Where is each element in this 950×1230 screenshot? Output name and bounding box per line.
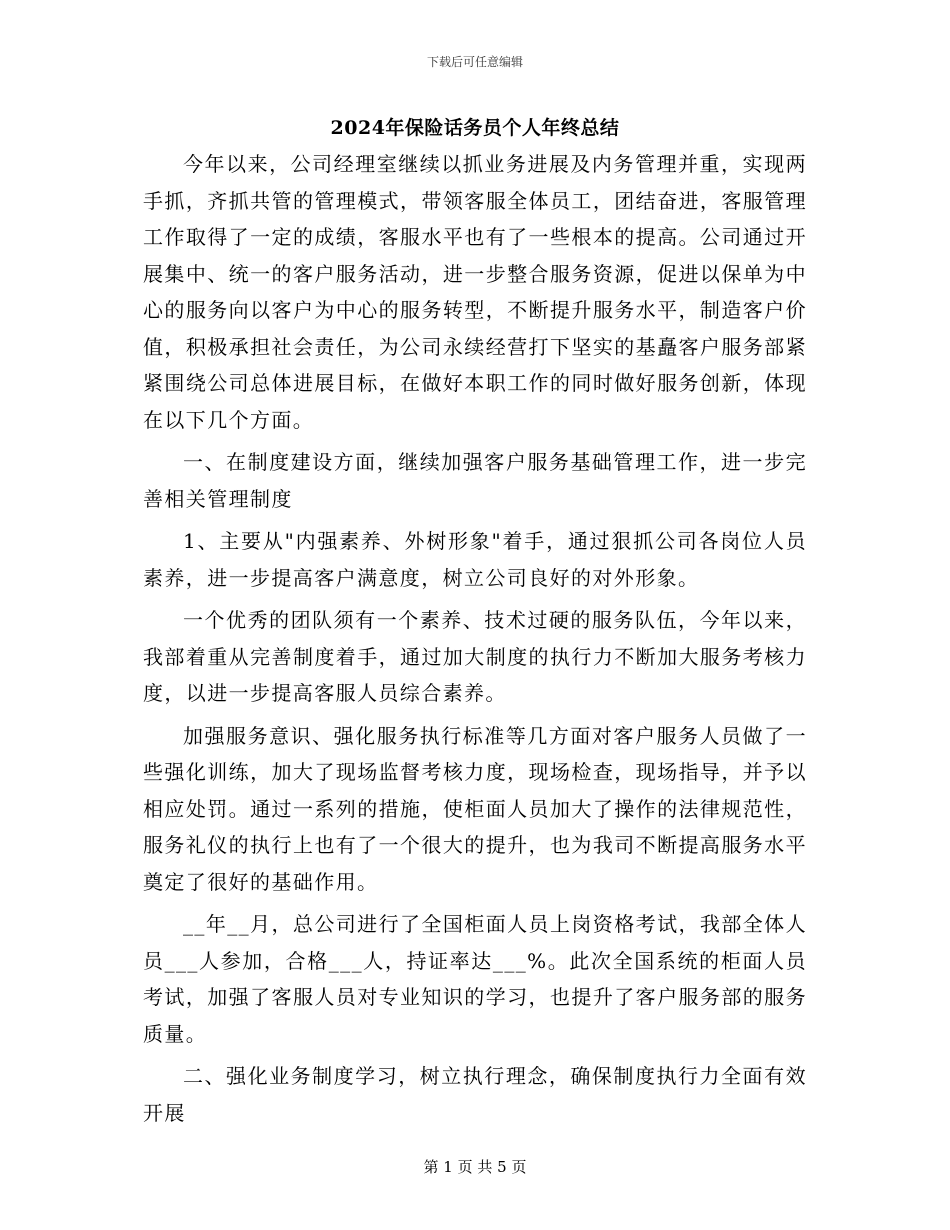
paragraph-intro: 今年以来，公司经理室继续以抓业务进展及内务管理并重，实现两手抓，齐抓共管的管理模式，带领客服全体员工，团结奋进，客服管理工作取得了一定的成绩，客服水平也有了一些根本的提高。公司通过开展集中、统一的客户服务活动，进一步整合服务资源，促进以保单为中心的服务向以客户为中心的服务转型，不断提升服务水平，制造客户价值，积极承担社会责任，为公司永续经营打下坚实的基矗客户服务部紧紧围绕公司总体进展目标，在做好本职工作的同时做好服务创新，体现在以下几个方面。 (143, 152, 807, 432)
document-title: 2024年保险话务员个人年终总结 (330, 117, 620, 139)
paragraph-section-1-heading: 一、在制度建设方面，继续加强客户服务基础管理工作，进一步完善相关管理制度 (143, 450, 807, 511)
page-number: 第 1 页 共 5 页 (423, 1158, 527, 1176)
paragraph-item-1: 1、主要从"内强素养、外树形象"着手，通过狠抓公司各岗位人员素养，进一步提高客户满意度，树立公司良好的对外形象。 (143, 529, 807, 590)
document-body (143, 146, 807, 1137)
paragraph-team-quality: 一个优秀的团队须有一个素养、技术过硬的服务队伍，今年以来，我部着重从完善制度着手，通过加大制度的执行力不断加大服务考核力度，以进一步提高客服人员综合素养。 (143, 608, 807, 705)
paragraph-service-training: 加强服务意识、强化服务执行标准等几方面对客户服务人员做了一些强化训练，加大了现场监督考核力度，现场检查，现场指导，并予以相应处罚。通过一系列的措施，使柜面人员加大了操作的法律规范性，服务礼仪的执行上也有了一个很大的提升，也为我司不断提高服务水平奠定了很好的基础作用。 (143, 723, 807, 894)
paragraph-section-2-heading: 二、强化业务制度学习，树立执行理念，确保制度执行力全面有效开展 (143, 1064, 807, 1125)
paragraph-qualification-exam: __年__月，总公司进行了全国柜面人员上岗资格考试，我部全体人员___人参加，合格___人，持证率达___%。此次全国系统的柜面人员考试，加强了客服人员对专业知识的学习，也提升了客户服务部的服务质量。 (143, 912, 807, 1046)
page-header-note: 下载后可任意编辑 (426, 55, 523, 69)
